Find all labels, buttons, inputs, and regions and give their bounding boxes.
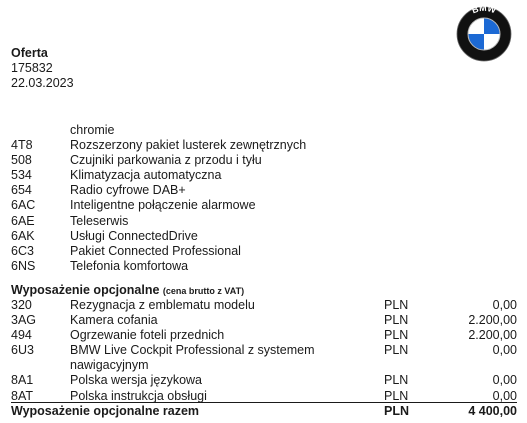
- list-item: [11, 214, 306, 229]
- item-code: 6AE: [11, 213, 35, 228]
- standard-equipment-list: [11, 123, 306, 274]
- item-price: 0,00: [492, 373, 517, 388]
- item-currency: PLN: [384, 343, 409, 358]
- item-price: 0,00: [492, 343, 517, 358]
- table-row: [11, 298, 517, 313]
- list-item: [11, 123, 306, 138]
- item-description: BMW Live Cockpit Professional z systemem nawigacyjnym: [70, 343, 315, 373]
- item-code: 6AC: [11, 198, 36, 213]
- item-code: 494: [11, 328, 32, 343]
- item-description: Usługi ConnectedDrive: [70, 228, 198, 243]
- offer-title: Oferta: [11, 46, 48, 60]
- offer-header: [11, 46, 74, 91]
- item-description: Rezygnacja z emblematu modelu: [70, 298, 255, 312]
- optional-equipment-list: [11, 298, 517, 404]
- table-row: [11, 343, 517, 373]
- list-item: [11, 168, 306, 183]
- total-currency: PLN: [384, 404, 409, 418]
- item-code: 3AG: [11, 313, 37, 328]
- item-code: 320: [11, 298, 32, 312]
- divider: [11, 402, 517, 403]
- table-row: [11, 328, 517, 343]
- optional-total-row: [11, 404, 517, 420]
- item-description: Inteligentne połączenie alarmowe: [70, 198, 256, 213]
- optional-equipment-title: [11, 283, 244, 297]
- price-note: (cena brutto z VAT): [162, 286, 245, 296]
- item-currency: PLN: [384, 298, 409, 312]
- list-item: [11, 183, 306, 198]
- item-description: Polska instrukcja obsługi: [70, 388, 207, 403]
- total-amount: 4 400,00: [468, 404, 517, 418]
- table-row: [11, 313, 517, 328]
- item-code: 508: [11, 153, 32, 168]
- item-price: 0,00: [492, 388, 517, 403]
- item-code: 6U3: [11, 343, 34, 358]
- list-item: [11, 153, 306, 168]
- item-code: 654: [11, 183, 32, 198]
- item-code: 8AT: [11, 388, 33, 403]
- item-code: 8A1: [11, 373, 34, 388]
- item-code: 6AK: [11, 228, 35, 243]
- item-currency: PLN: [384, 373, 409, 388]
- item-description: Telefonia komfortowa: [70, 258, 189, 273]
- item-description: Ogrzewanie foteli przednich: [70, 328, 225, 343]
- item-description: Pakiet Connected Professional: [70, 243, 241, 258]
- item-description: Rozszerzony pakiet lusterek zewnętrznych: [70, 138, 307, 153]
- item-price: 2.200,00: [468, 313, 517, 328]
- item-currency: PLN: [384, 388, 409, 403]
- item-description: Kamera cofania: [70, 313, 158, 328]
- list-item: [11, 198, 306, 213]
- item-description: Czujniki parkowania z przodu i tyłu: [70, 153, 262, 168]
- item-description: Teleserwis: [70, 213, 129, 228]
- item-price: 0,00: [492, 298, 517, 312]
- item-description: Polska wersja językowa: [70, 373, 202, 388]
- item-currency: PLN: [384, 313, 409, 328]
- list-item: [11, 244, 306, 259]
- offer-date: 22.03.2023: [11, 76, 74, 90]
- item-code: 4T8: [11, 138, 33, 153]
- total-label: Wyposażenie opcjonalne razem: [11, 404, 200, 418]
- bmw-logo-icon: [443, 6, 525, 62]
- optional-title-text: Wyposażenie opcjonalne: [11, 283, 160, 297]
- list-item: [11, 229, 306, 244]
- item-code: [11, 123, 70, 138]
- item-description: Radio cyfrowe DAB+: [70, 183, 186, 198]
- item-code: 6C3: [11, 243, 34, 258]
- table-row: [11, 373, 517, 388]
- item-description: Klimatyzacja automatyczna: [70, 168, 222, 183]
- item-currency: PLN: [384, 328, 409, 343]
- offer-number: 175832: [11, 61, 53, 75]
- item-code: 6NS: [11, 258, 36, 273]
- list-item: [11, 259, 306, 274]
- logo-text: BMW: [470, 6, 498, 16]
- item-price: 2.200,00: [468, 328, 517, 343]
- item-code: 534: [11, 168, 32, 183]
- list-item: [11, 138, 306, 153]
- item-description: chromie: [70, 123, 115, 137]
